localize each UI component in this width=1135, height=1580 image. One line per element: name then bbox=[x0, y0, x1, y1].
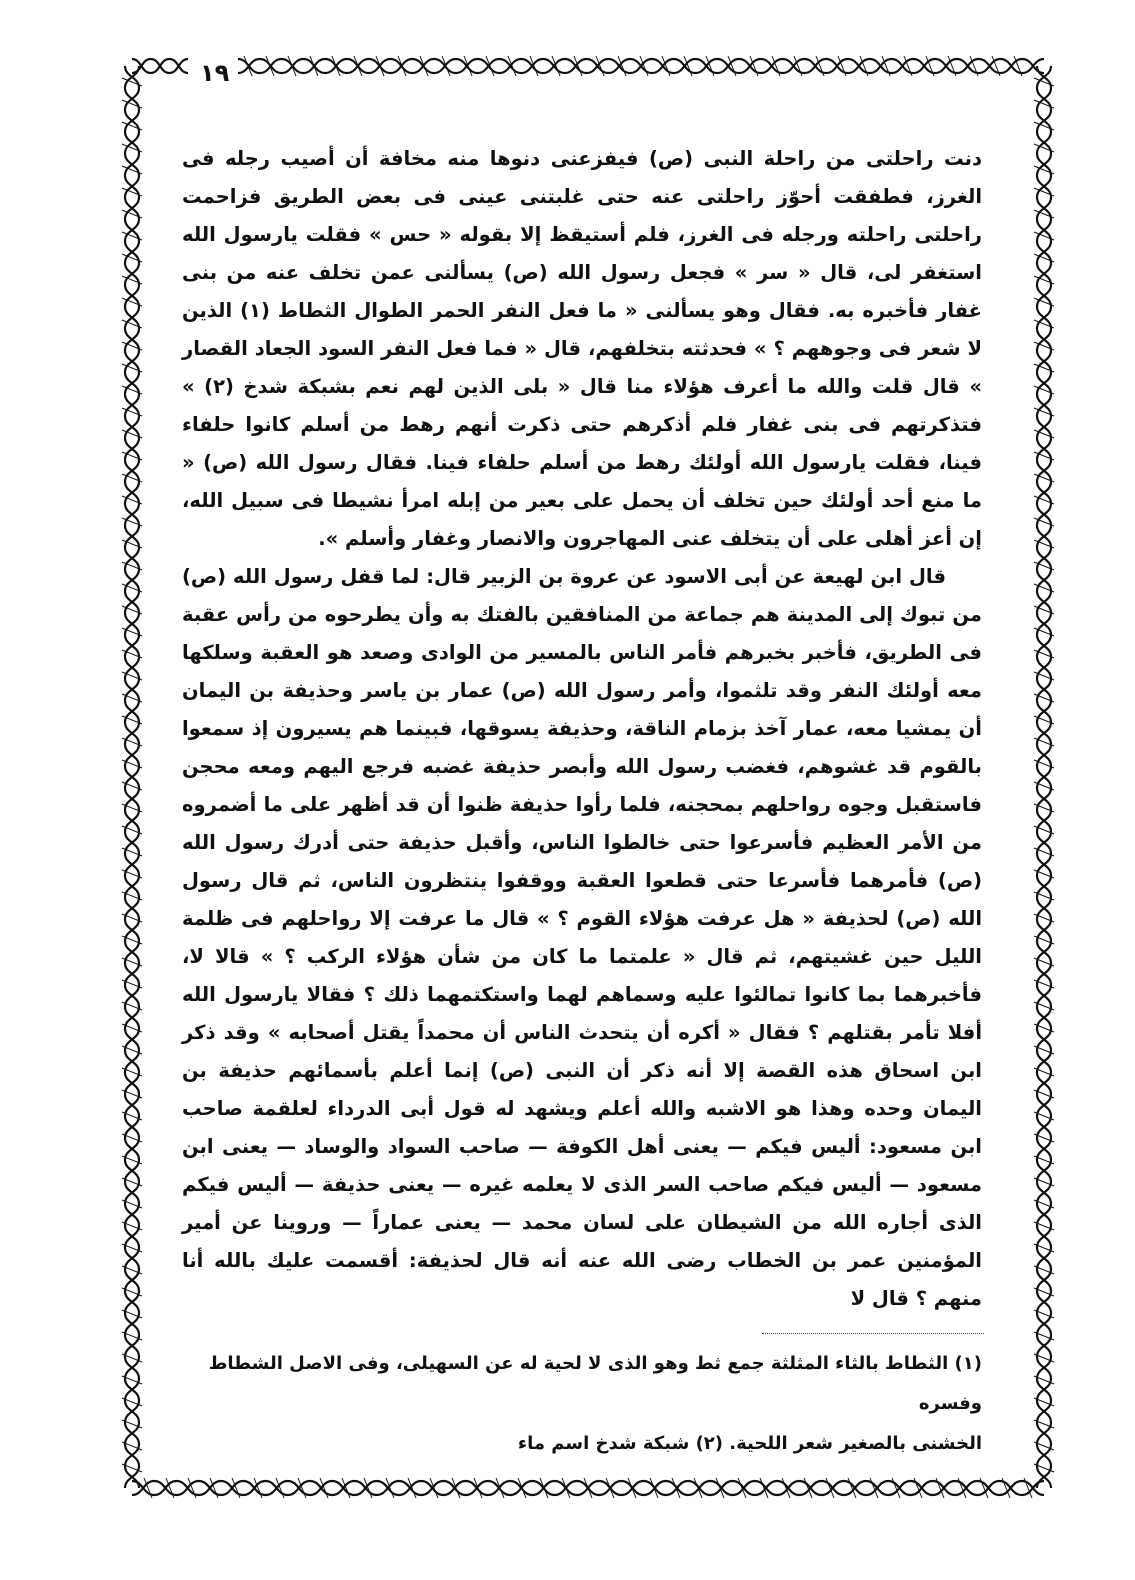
border-knot-top bbox=[288, 56, 296, 76]
border-knot-bottom bbox=[474, 1478, 482, 1498]
footnote-separator bbox=[762, 1333, 984, 1334]
border-knot-top bbox=[332, 56, 340, 76]
footnotes bbox=[182, 1344, 982, 1464]
footnote-line-1: (١) الثطاط بالثاء المثلثة جمع ثط وهو الذى لا لحية له عن السهيلى، وفى الاصل الشطاط وفسره bbox=[208, 1353, 982, 1414]
border-knot-bottom bbox=[672, 1478, 680, 1498]
border-knot-top bbox=[310, 56, 318, 76]
paragraph-1: دنت راحلتى من راحلة النبى (ص) فيفزعنى دنوها منه مخافة أن أصيب رجله فى الغرز، فطفقت أحوّز راحلتى عنه حتى غلبتنى عينى فى بعض الطريق فزاحمت راحلتى راحلته ورجله فى الغرز، فلم أستيقظ إلا بقوله « حس » فقلت يارسول الله استغفر لى، قال « سر » فجعل رسول الله (ص) يسألنى عمن تخلف عنه من بنى غفار فأخبره به. فقال وهو يسألنى « ما فعل النفر الحمر الطوال الثطاط (١) الذين لا شعر فى وجوههم ؟ » فحدثته بتخلفهم، قال « فما فعل النفر السود الجعاد القصار » قال قلت والله ما أعرف هؤلاء منا قال « بلى الذين لهم نعم بشبكة شدخ (٢) » فتذكرتهم فى بنى غفار فلم أذكرهم حتى ذكرت أنهم رهط من أسلم كانوا حلفاء فينا، فقلت يارسول الله أولئك رهط من أسلم حلفاء فينا. فقال رسول الله (ص) « ما منع أحد أولئك حين تخلف أن يحمل على بعير من إبله امرأ نشيطا فى سبيل الله، إن أعز أهلى على أن يتخلف عنى المهاجرون والانصار وغفار وأسلم ». bbox=[182, 147, 983, 550]
border-knot-bottom bbox=[628, 1478, 636, 1498]
border-braid-top-left-b bbox=[132, 59, 188, 73]
paragraph-2: قال ابن لهيعة عن أبى الاسود عن عروة بن الزبير قال: لما قفل رسول الله (ص) من تبوك إلى المدينة هم جماعة من المنافقين بالفتك به وأن يطرحوه من رأس عقبة فى الطريق، فأخبر بخبرهم فأمر الناس بالمسير من الوادى وصعد هو العقبة وسلكها معه أولئك النفر وقد تلثموا، وأمر رسول الله (ص) عمار بن ياسر وحذيفة بن اليمان أن يمشيا معه، عمار آخذ بزمام الناقة، وحذيفة يسوقها، فبينما هم يسيرون إذ سمعوا بالقوم قد غشوهم، فغضب رسول الله وأبصر حذيفة غضبه فرجع اليهم ومعه محجن فاستقبل وجوه رواحلهم بمحجنه، فلما رأوا حذيفة ظنوا أن قد أظهر على ما أضمروه من الأمر العظيم فأسرعوا حتى خالطوا الناس، وأقبل حذيفة حتى أدرك رسول الله (ص) فأمرهما فأسرعا حتى قطعوا العقبة ووقفوا ينتظرون الناس، ثم قال رسول الله (ص) لحذيفة « هل عرفت هؤلاء القوم ؟ » قال ما عرفت إلا رواحلهم فى ظلمة الليل حين غشيتهم، ثم قال « علمتما ما كان من شأن هؤلاء الركب ؟ » قالا لا، فأخبرهما بما كانوا تمالئوا عليه وسماهم لهما واستكتمهما ذلك ؟ فقالا يارسول الله أفلا تأمر بقتلهم ؟ فقال « أكره أن يتحدث الناس أن محمداً يقتل أصحابه » وقد ذكر ابن اسحاق هذه القصة إلا أنه ذكر أن النبى (ص) إنما أعلم بأسمائهم حذيفة بن اليمان وحده وهذا هو الاشبه والله أعلم ويشهد له قول أبى الدرداء لعلقمة صاحب ابن مسعود: أليس فيكم — يعنى أهل الكوفة — صاحب السواد والوساد — يعنى ابن مسعود — أليس فيكم صاحب السر الذى لا يعلمه غيره — يعنى حذيفة — أليس فيكم الذى أجاره الله من الشيطان على لسان محمد — يعنى عماراً — وروينا عن أمير المؤمنين عمر بن الخطاب رضى الله عنه أنه قال لحذيفة: أقسمت عليك بالله أنا منهم ؟ قال لا bbox=[182, 565, 982, 1310]
border-knot-top bbox=[354, 56, 362, 76]
border-knot-bottom bbox=[694, 1478, 702, 1498]
border-knot-top bbox=[398, 56, 406, 76]
border-knot-top bbox=[244, 56, 252, 76]
border-knot-bottom bbox=[562, 1478, 570, 1498]
body-text bbox=[182, 140, 982, 1318]
border-knot-bottom bbox=[540, 1478, 548, 1498]
footnote-line-2: الخشنى بالصغير شعر اللحية. (٢) شبكة شدخ اسم ماء bbox=[517, 1433, 982, 1454]
border-knot-bottom bbox=[584, 1478, 592, 1498]
border-knot-bottom bbox=[496, 1478, 504, 1498]
border-knot-top bbox=[420, 56, 428, 76]
border-braid-top-b bbox=[238, 59, 1044, 73]
border-knot-top bbox=[442, 56, 450, 76]
border-knot-bottom bbox=[650, 1478, 658, 1498]
border-knot-top bbox=[266, 56, 274, 76]
page-number: ١٩ bbox=[200, 59, 230, 87]
border-knot-bottom bbox=[606, 1478, 614, 1498]
border-knot-bottom bbox=[518, 1478, 526, 1498]
border-knot-top bbox=[376, 56, 384, 76]
border-knot-top bbox=[464, 56, 472, 76]
